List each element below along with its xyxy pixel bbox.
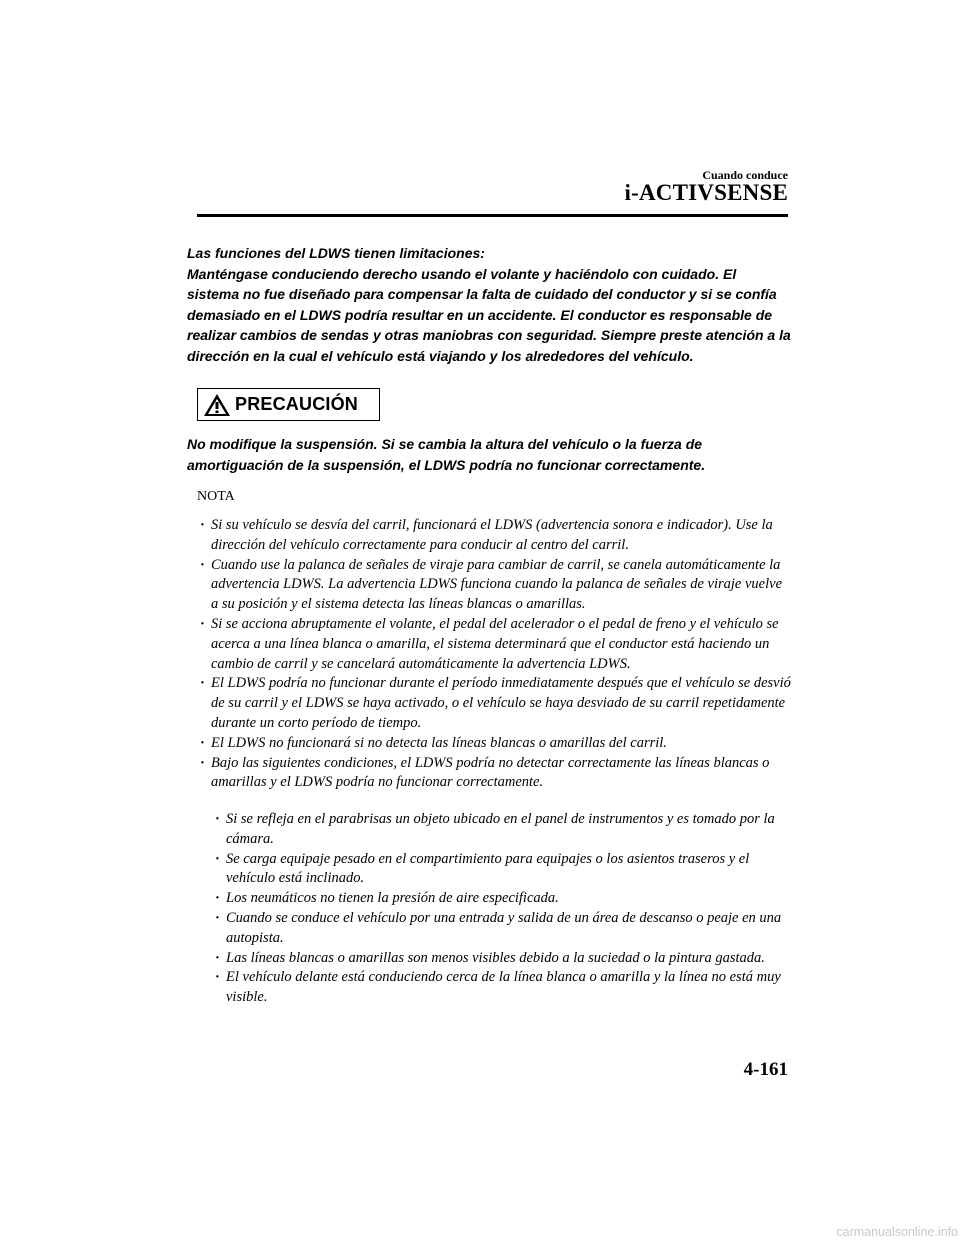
nota-subitem: · Las líneas blancas o amarillas son menos visibles debido a la suciedad o la pintura gastada. [215, 949, 793, 969]
nota-item: · Si su vehículo se desvía del carril, funcionará el LDWS (advertencia sonora e indicador). Use la dirección del vehículo correctamente para conducir al centro del carril. [200, 516, 792, 556]
nota-item: · Cuando use la palanca de señales de viraje para cambiar de carril, se canela automáticamente la advertencia LDWS. La advertencia LDWS funciona cuando la palanca de señales de viraje vuelve a su posición y el sistema detecta las líneas blancas o amarillas. [200, 556, 792, 615]
caution-text: No modifique la suspensión. Si se cambia la altura del vehículo o la fuerza de amortiguación de la suspensión, el LDWS podría no funcionar correctamente. [187, 436, 706, 473]
nota-item: · Bajo las siguientes condiciones, el LDWS podría no detectar correctamente las líneas blancas o amarillas y el LDWS podría no funcionar correctamente. [200, 754, 792, 794]
nota-subitem: · Cuando se conduce el vehículo por una entrada y salida de un área de descanso o peaje en una autopista. [215, 909, 793, 949]
warning-body: Manténgase conduciendo derecho usando el volante y haciéndolo con cuidado. El sistema no fue diseñado para compensar la falta de cuidado del conductor y si se confía demasiado en el LDWS podría resultar en un accidente. El conductor es responsable de realizar cambios de sendas y otras maniobras con seguridad. Siempre preste atención a la dirección en la cual el vehículo está viajando y los alrededores del vehículo. [187, 265, 791, 364]
nota-list [200, 516, 792, 793]
header-rule [197, 214, 788, 217]
nota-sublist [215, 810, 793, 1008]
nota-subitem: · Se carga equipaje pesado en el compartimiento para equipajes o los asientos traseros y el vehículo está inclinado. [215, 850, 793, 890]
page-number: 4-161 [743, 1059, 788, 1080]
caution-box [197, 388, 380, 421]
nota-subitem: · Los neumáticos no tienen la presión de aire especificada. [215, 889, 793, 909]
nota-title: NOTA [197, 489, 235, 504]
nota-subitem: · El vehículo delante está conduciendo cerca de la línea blanca o amarilla y la línea no está muy visible. [215, 968, 793, 1008]
nota-item: · Si se acciona abruptamente el volante, el pedal del acelerador o el pedal de freno y el vehículo se acerca a una línea blanca o amarilla, el sistema determinará que el conductor está haciendo un cambio de carril y se cancelará automáticamente la advertencia LDWS. [200, 615, 792, 674]
nota-item: · El LDWS no funcionará si no detecta las líneas blancas o amarillas del carril. [200, 734, 792, 754]
nota-item: · El LDWS podría no funcionar durante el período inmediatamente después que el vehículo se desvió de su carril y el LDWS se haya activado, o el vehículo se haya desviado de su carril repetidamente durante un corto período de tiempo. [200, 674, 792, 733]
watermark[interactable]: carmanualsonline.info [836, 1225, 958, 1239]
caution-label: PRECAUCIÓN [235, 394, 359, 414]
warning-block [187, 243, 791, 366]
nota-subitem: · Si se refleja en el parabrisas un objeto ubicado en el panel de instrumentos y es tomado por la cámara. [215, 810, 793, 850]
warning-triangle-icon [203, 393, 231, 417]
warning-heading: Las funciones del LDWS tienen limitaciones: [187, 245, 485, 261]
chapter-title: i-ACTIVSENSE [624, 180, 788, 205]
section-label: Cuando conduce [702, 168, 788, 182]
